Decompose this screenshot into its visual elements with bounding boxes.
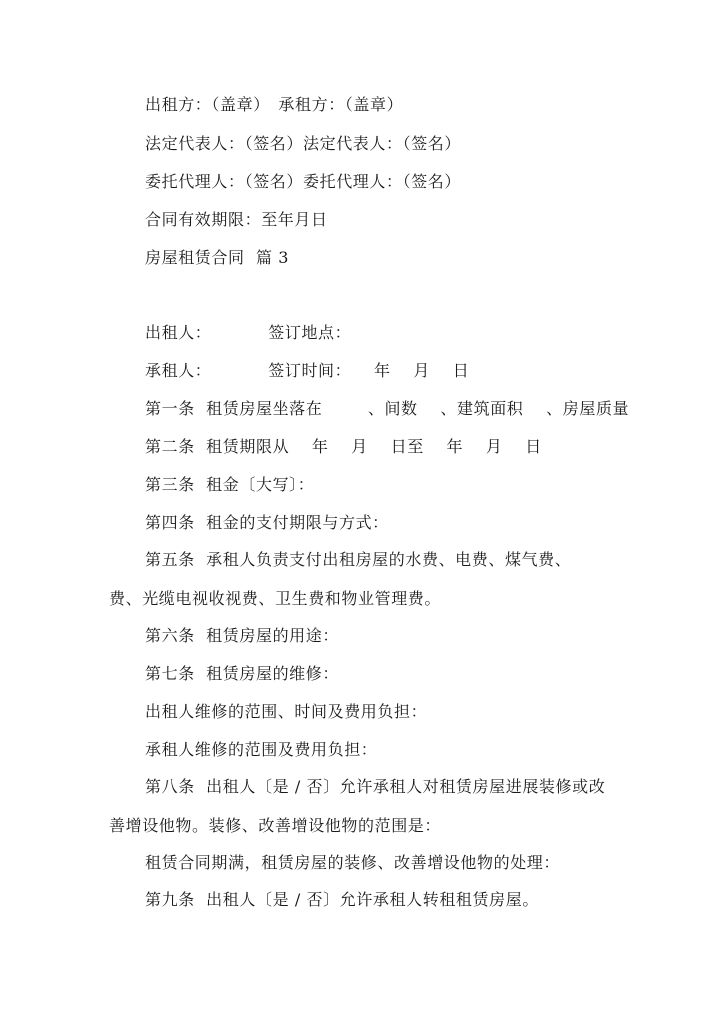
lease-expiry-improvements: 租赁合同期满，租赁房屋的装修、改善增设他物的处理： (145, 853, 561, 872)
article-8-continued: 善增设他物。装修、改善增设他物的范围是： (109, 816, 442, 835)
article-9: 第九条 出租人〔是 / 否〕允许承租人转租租赁房屋。 (145, 890, 539, 909)
signature-authorized-agents: 委托代理人：（签名）委托代理人：（签名） (145, 172, 462, 191)
contract-validity-period: 合同有效期限：至年月日 (145, 210, 328, 229)
article-4: 第四条 租金的支付期限与方式： (145, 513, 389, 532)
lessor-and-signing-place: 出租人： 签订地点： (145, 323, 352, 342)
section-title: 房屋租赁合同 篇 3 (145, 248, 290, 267)
article-3: 第三条 租金〔大写〕： (145, 475, 315, 494)
signature-lessor-lessee-seal: 出租方：（盖章） 承租方：（盖章） (145, 95, 404, 114)
article-5: 第五条 承租人负责支付出租房屋的水费、电费、煤气费、 (145, 550, 572, 569)
article-8: 第八条 出租人〔是 / 否〕允许承租人对租赁房屋进展装修或改 (145, 777, 606, 796)
article-7: 第七条 租赁房屋的维修： (145, 664, 339, 683)
lessor-repair-scope: 出租人维修的范围、时间及费用负担： (145, 702, 428, 721)
lessee-and-signing-time: 承租人： 签订时间： 年 月 日 (145, 361, 470, 380)
article-1: 第一条 租赁房屋坐落在 、间数 、建筑面积 、房屋质量 (145, 399, 630, 418)
signature-legal-representatives: 法定代表人：（签名）法定代表人：（签名） (145, 134, 462, 153)
article-6: 第六条 租赁房屋的用途： (145, 626, 339, 645)
article-2: 第二条 租赁期限从 年 月 日至 年 月 日 (145, 437, 542, 456)
article-5-continued: 费、光缆电视收视费、卫生费和物业管理费。 (109, 589, 442, 608)
lessee-repair-scope: 承租人维修的范围及费用负担： (145, 740, 378, 759)
